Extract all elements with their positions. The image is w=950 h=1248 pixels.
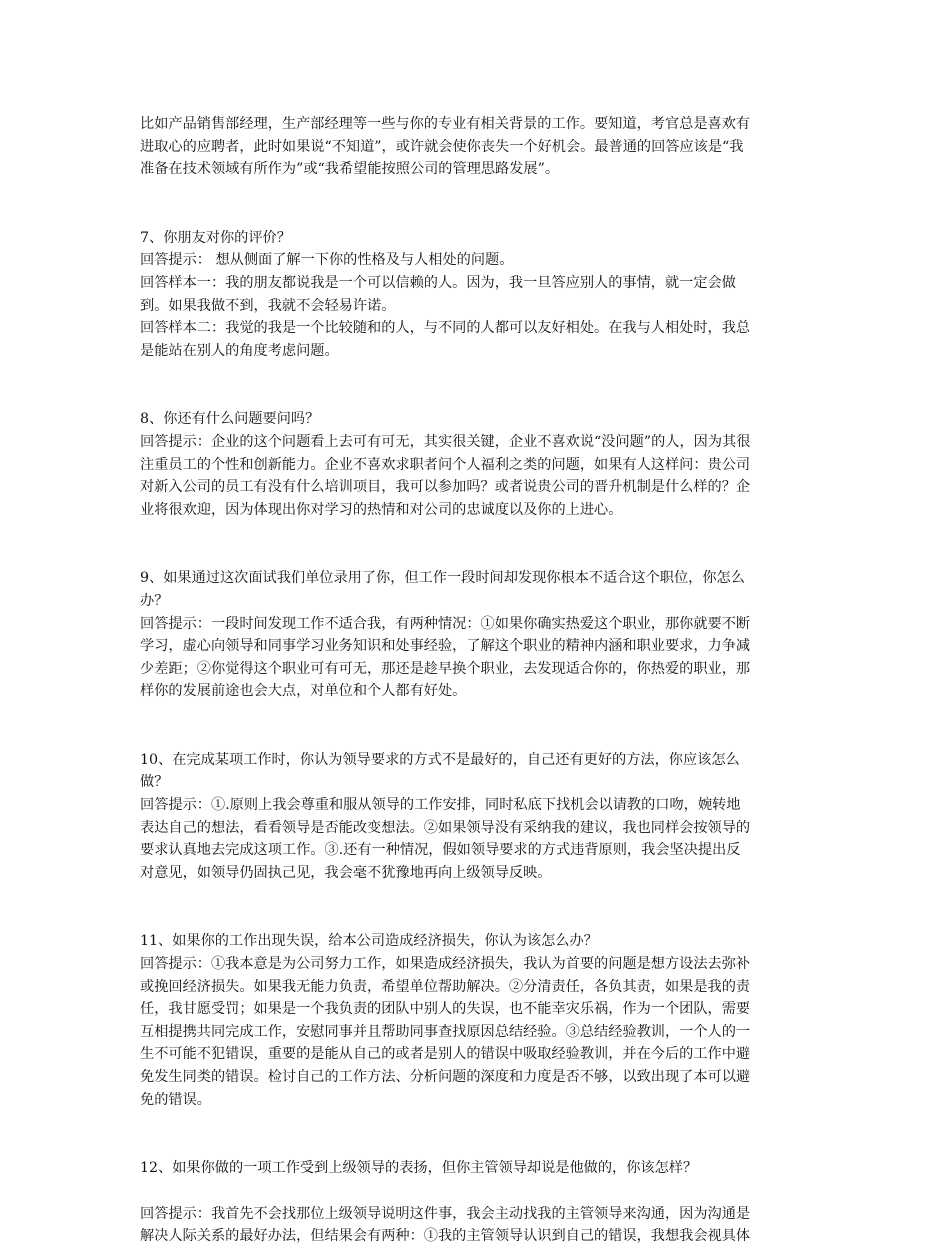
paragraph-gap bbox=[140, 1180, 812, 1203]
text-line: 学习，虚心向领导和同事学习业务知识和处事经验，了解这个职业的精神内涵和职业要求，力争减 bbox=[140, 638, 751, 655]
text-line: 准备在技术领域有所作为”或“我希望能按照公司的管理思路发展”。 bbox=[140, 161, 560, 178]
question-9 bbox=[140, 567, 812, 703]
question-12-heading bbox=[140, 1157, 812, 1180]
text-line: 免发生同类的错误。检讨自己的工作方法、分析问题的深度和力度是否不够，以致出现了本可以避 bbox=[140, 1069, 751, 1085]
text-line: 生不可能不犯错误，重要的是能从自己的或者是别人的错误中吸取经验教训，并在今后的工作中避 bbox=[140, 1046, 751, 1063]
text-line: 少差距；②你觉得这个职业可有可无，那还是趁早换个职业，去发现适合你的，你热爱的职业，那 bbox=[140, 660, 751, 677]
question-heading: 8、你还有什么问题要问吗？ bbox=[140, 411, 320, 428]
question-12-answer bbox=[140, 1203, 812, 1248]
text-line: 回答样本一：我的朋友都说我是一个可以信赖的人。因为，我一旦答应别人的事情，就一定会做 bbox=[140, 274, 736, 291]
text-line: 回答提示： 想从侧面了解一下你的性格及与人相处的问题。 bbox=[140, 252, 514, 269]
question-10 bbox=[140, 749, 812, 885]
text-line: 回答样本二：我觉的我是一个比较随和的人，与不同的人都可以友好相处。在我与人相处时，我总 bbox=[140, 320, 751, 337]
text-line: 业将很欢迎，因为体现出你对学习的热情和对公司的忠诚度以及你的上进心。 bbox=[140, 501, 623, 518]
text-line: 回答提示：①.原则上我会尊重和服从领导的工作安排，同时私底下找机会以请教的口吻，婉转地 bbox=[140, 797, 741, 814]
document-page bbox=[140, 113, 812, 1248]
text-line: 是能站在别人的角度考虑问题。 bbox=[140, 342, 339, 359]
text-line: 比如产品销售部经理，生产部经理等一些与你的专业有相关背景的工作。要知道，考官总是喜欢有 bbox=[140, 116, 751, 132]
paragraph-gap bbox=[140, 703, 812, 749]
question-heading: 做？ bbox=[140, 774, 169, 791]
question-heading: 办？ bbox=[140, 592, 169, 609]
text-line: 回答提示：企业的这个问题看上去可有可无，其实很关键，企业不喜欢说“没问题”的人，因为其很 bbox=[140, 433, 751, 450]
text-line: 要求认真地去完成这项工作。③.还有一种情况，假如领导要求的方式违背原则，我会坚决提出反 bbox=[140, 842, 741, 859]
question-heading: 11、如果你的工作出现失误，给本公司造成经济损失，你认为该怎么办？ bbox=[140, 933, 598, 950]
question-heading: 10、在完成某项工作时，你认为领导要求的方式不是最好的，自己还有更好的方法，你应该怎么 bbox=[140, 751, 740, 768]
question-heading: 12、如果你做的一项工作受到上级领导的表扬，但你主管领导却说是他做的，你该怎样？ bbox=[140, 1160, 698, 1177]
paragraph-gap bbox=[140, 181, 812, 227]
question-11 bbox=[140, 930, 812, 1111]
text-line: 解决人际关系的最好办法，但结果会有两种：①我的主管领导认识到自己的错误，我想我会视具体 bbox=[140, 1228, 751, 1245]
text-line: 对新入公司的员工有没有什么培训项目，我可以参加吗？或者说贵公司的晋升机制是什么样的？企 bbox=[140, 479, 751, 496]
paragraph-gap bbox=[140, 1111, 812, 1157]
question-7 bbox=[140, 227, 812, 363]
paragraph-gap bbox=[140, 884, 812, 930]
text-line: 互相提携共同完成工作，安慰同事并且帮助同事查找原因总结经验。③总结经验教训，一个人的一 bbox=[140, 1023, 751, 1040]
question-heading: 9、如果通过这次面试我们单位录用了你，但工作一段时间却发现你根本不适合这个职位，你怎么 bbox=[140, 570, 745, 587]
text-line: 回答提示：一段时间发现工作不适合我，有两种情况：①如果你确实热爱这个职业，那你就要不断 bbox=[140, 615, 751, 632]
text-line: 表达自己的想法，看看领导是否能改变想法。②如果领导没有采纳我的建议，我也同样会按领导的 bbox=[140, 819, 751, 836]
text-line: 免的错误。 bbox=[140, 1091, 211, 1108]
text-line: 回答提示：我首先不会找那位上级领导说明这件事，我会主动找我的主管领导来沟通，因为沟通是 bbox=[140, 1205, 751, 1222]
text-line: 对意见，如领导仍固执己见，我会毫不犹豫地再向上级领导反映。 bbox=[140, 864, 552, 881]
text-line: 到。如果我做不到，我就不会轻易许诺。 bbox=[140, 297, 396, 314]
text-line: 任，我甘愿受罚；如果是一个我负责的团队中别人的失误，也不能幸灾乐祸，作为一个团队，需要 bbox=[140, 1001, 751, 1018]
paragraph-gap bbox=[140, 521, 812, 567]
question-heading: 7、你朋友对你的评价？ bbox=[140, 229, 291, 246]
text-line: 样你的发展前途也会大点，对单位和个人都有好处。 bbox=[140, 683, 467, 700]
text-line: 进取心的应聘者，此时如果说“不知道”，或许就会使你丧失一个好机会。最普通的回答应该是“我 bbox=[140, 138, 744, 155]
paragraph-intro bbox=[140, 113, 812, 181]
question-8 bbox=[140, 408, 812, 521]
paragraph-gap bbox=[140, 362, 812, 408]
text-line: 或挽回经济损失。如果我无能力负责，希望单位帮助解决。②分清责任，各负其责，如果是我的责 bbox=[140, 978, 751, 995]
text-line: 注重员工的个性和创新能力。企业不喜欢求职者问个人福利之类的问题，如果有人这样问：贵公司 bbox=[140, 456, 751, 473]
text-line: 回答提示：①我本意是为公司努力工作，如果造成经济损失，我认为首要的问题是想方设法去弥补 bbox=[140, 956, 751, 973]
